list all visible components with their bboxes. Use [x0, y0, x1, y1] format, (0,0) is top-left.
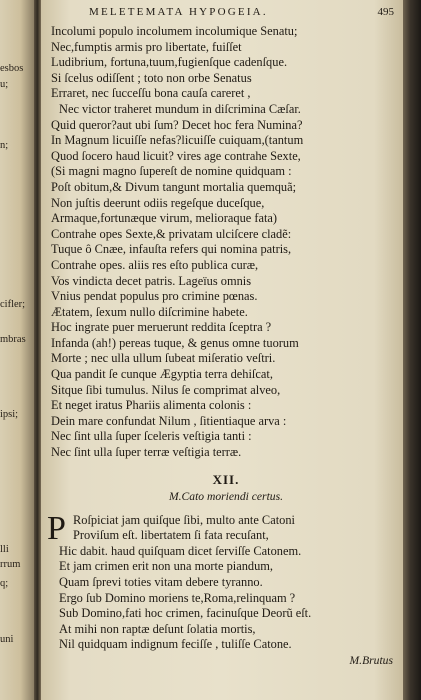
verse-line: Quod ſocero haud licuit? vires age contrahe Sexte,: [51, 148, 301, 163]
verse-line: Et jam crimen erit non una morte piandum,: [59, 559, 274, 574]
verse-line: Vnius pendat populus pro crimine pœnas.: [51, 289, 258, 304]
verse-line: Quam ſprevi toties vitam debere tyranno.: [59, 575, 263, 589]
verse-line: Proviſum eſt. libertatem ſi fata recuſant,: [73, 528, 269, 543]
verse-line: Nec victor traheret mundum in diſcrimina Cæſar.: [59, 101, 301, 116]
verse-line: Non juſtis deerunt odiis regeſque duceſque,: [51, 195, 265, 210]
verse-line: Ludibrium, fortuna,tuum,fugienſque cadenſque.: [51, 55, 288, 70]
margin-fragment: rrum: [0, 559, 21, 570]
verse-line: Dein mare confundat Nilum , ſitientiaque arva :: [51, 413, 287, 428]
book-page: [41, 0, 403, 700]
page-number: 495: [377, 6, 394, 18]
verse-line: Quid queror?aut ubi ſum? Decet hoc fera Numina?: [51, 117, 303, 132]
verse-line: Vos vindicta decet patris. Lageïus omnis: [51, 273, 252, 288]
verse-line: Armaque,fortunæque virum, melioraque fata): [51, 211, 278, 226]
drop-capital: P: [47, 509, 66, 547]
verse-line: Ergo ſub Domino moriens te,Roma,relinquam ?: [59, 590, 296, 605]
margin-fragment: q;: [0, 578, 9, 589]
author-signature: M.Brutus: [349, 653, 393, 667]
verse-line: Nec ſint ulla ſuper ſceleris veſtigia tanti :: [51, 429, 252, 444]
margin-fragment: ipsi;: [0, 409, 19, 420]
margin-fragment: esbos: [0, 63, 24, 74]
page-edge-shadow: [403, 0, 421, 700]
verse-line: Tuque ô Cnæe, infauſta refers qui nomina patris,: [51, 242, 292, 257]
page-header: [49, 6, 394, 22]
verse-line: Ætatem, ſexum nullo diſcrimine habete.: [51, 304, 248, 319]
section-number: XII.: [212, 471, 240, 487]
verse-line: Sitque ſibi tumulus. Nilus ſe comprimat alveo,: [51, 382, 281, 397]
verse-line: At mihi non raptæ deſunt ſolatia mortis,: [59, 621, 256, 636]
margin-fragment: lli: [0, 544, 9, 555]
verse-line: Si ſcelus odiſſent ; toto non orbe Senatus: [51, 70, 252, 85]
verse-line: Hoc ingrate puer meruerunt reddita ſceptra ?: [51, 320, 272, 335]
running-head: MELETEMATA HYPOGEIA.: [89, 6, 268, 18]
poem-cato: [41, 509, 403, 653]
verse-line: Nec ſint ulla ſuper terræ veſtigia terræ.: [51, 445, 242, 460]
verse-line: Roſpiciat jam quiſque ſibi, multo ante Catoni: [73, 512, 295, 527]
margin-fragment: n;: [0, 140, 9, 151]
verse-line: In Magnum licuiſſe nefas?licuiſſe cuiquam,(tantum: [51, 133, 304, 148]
verse-line: Poſt obitum,& Divum tangunt mortalia quemquã;: [51, 179, 297, 194]
left-page-margin: [0, 0, 34, 700]
verse-line: Infanda (ah!) pereas tuque, & genus omne tuorum: [51, 335, 299, 350]
verse-line: Sub Domino,fati hoc crimen, facinuſque Deorũ eſt.: [59, 606, 312, 621]
margin-fragment: u;: [0, 79, 9, 90]
verse-line: Morte ; nec ulla ullum ſubeat miſeratio veſtri.: [51, 351, 276, 366]
verse-line: Contrahe opes. aliis res eſto publica curæ,: [51, 257, 259, 272]
verse-line: Contrahe opes Sexte,& privatam ulciſcere cladẽ:: [51, 226, 292, 241]
verse-line: Hic dabit. haud quiſquam dicet ſerviſſe Catonem.: [59, 543, 302, 558]
verse-line: Et neget iratus Phariis alimenta colonis :: [51, 398, 252, 413]
poem-continuation: [41, 24, 403, 461]
section-title: M.Cato moriendi certus.: [169, 489, 283, 503]
verse-line: Nec,fumptis armis pro libertate, fuiſſet: [51, 39, 242, 54]
margin-fragment: uni: [0, 634, 14, 645]
book-gutter: [34, 0, 41, 700]
verse-line: Incolumi populo incolumem incolumique Senatu;: [51, 24, 298, 38]
verse-line: Nil quidquam indignum feciſſe , tuliſſe Catone.: [59, 637, 292, 652]
verse-line: Qua pandit ſe cunque Ægyptia terra dehiſcat,: [51, 367, 273, 382]
margin-fragment: cifler;: [0, 299, 26, 310]
verse-line: (Si magni magno ſupereſt de nomine quidquam :: [51, 164, 292, 179]
verse-line: Erraret, nec ſucceſſu bona cauſa careret ,: [51, 86, 251, 101]
margin-fragment: mbras: [0, 334, 26, 345]
text-block: [41, 24, 403, 668]
